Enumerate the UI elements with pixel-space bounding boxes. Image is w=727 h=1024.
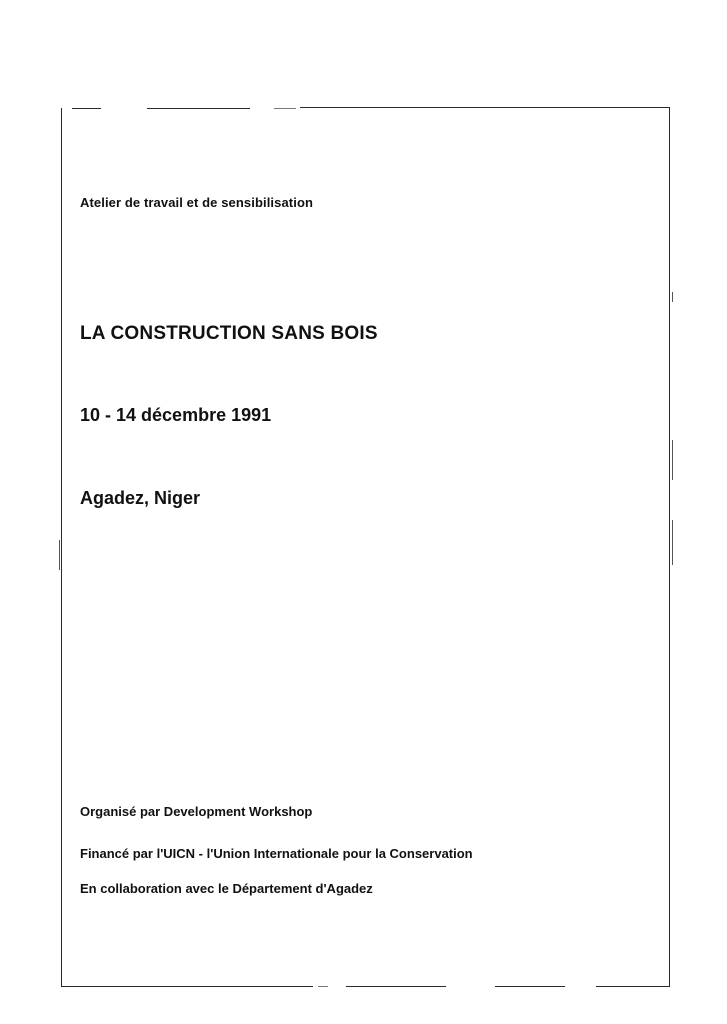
border-bottom-segment: [596, 986, 670, 987]
event-dates: 10 - 14 décembre 1991: [80, 405, 272, 425]
organizer-credit: Organisé par Development Workshop: [80, 804, 313, 819]
border-bottom-segment: [346, 986, 446, 987]
scan-mark: [672, 520, 673, 565]
border-top-segment: [300, 107, 670, 108]
scan-mark: [672, 292, 673, 302]
border-bottom-segment: [495, 986, 565, 987]
border-top-segment: [147, 108, 250, 109]
scan-mark: [672, 440, 673, 480]
border-bottom-segment: [61, 986, 313, 987]
border-top-segment: [274, 108, 296, 109]
document-title: LA CONSTRUCTION SANS BOIS: [80, 323, 378, 344]
funder-credit: Financé par l'UICN - l'Union Internationale pour la Conservation: [80, 846, 473, 861]
event-location: Agadez, Niger: [80, 488, 201, 508]
border-top-segment: [72, 108, 101, 109]
border-bottom-segment: [318, 986, 328, 987]
workshop-subtitle: Atelier de travail et de sensibilisation: [80, 195, 314, 210]
collaboration-credit: En collaboration avec le Département d'Agadez: [80, 881, 373, 896]
scan-mark: [59, 540, 60, 570]
